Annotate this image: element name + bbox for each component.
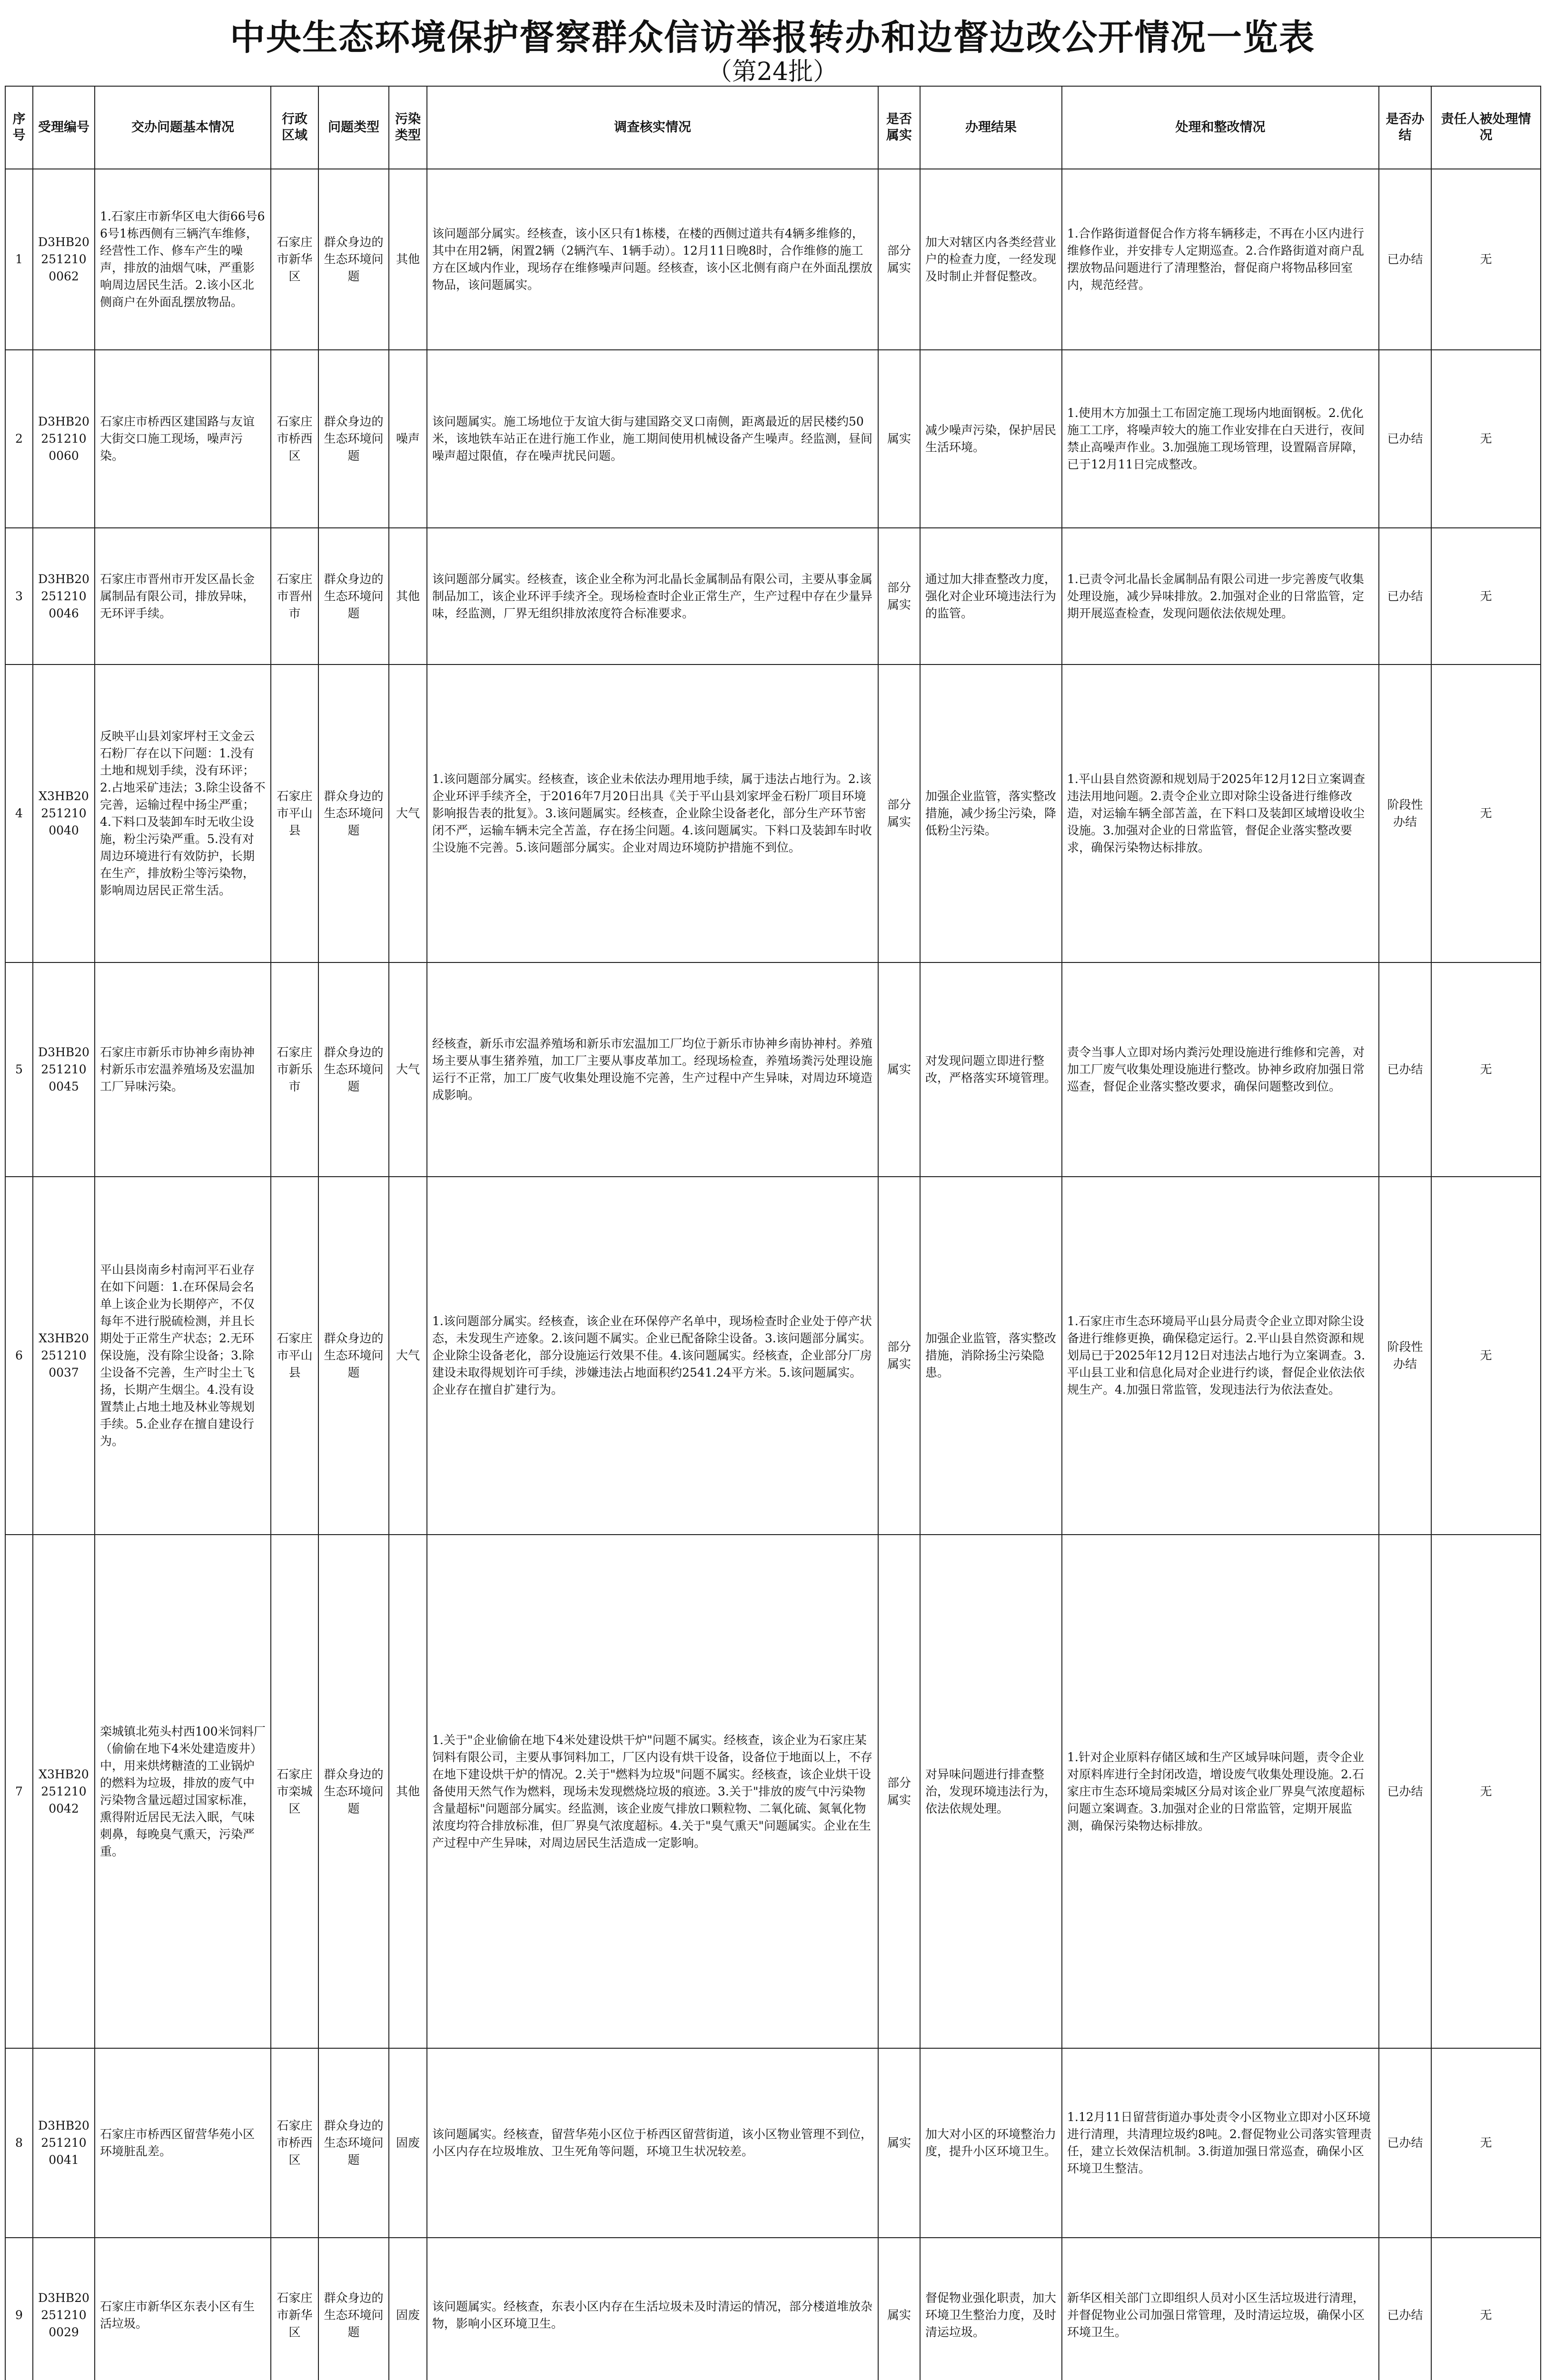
header-closed: 是否办结 bbox=[1379, 86, 1431, 169]
cell-verified: 部分属实 bbox=[878, 1177, 920, 1535]
cell-pollution-type: 其他 bbox=[389, 169, 427, 350]
cell-summary: 平山县岗南乡村南河平石业存在如下问题：1.在环保局会名单上该企业为长期停产，不仅每年不进行脱硫检测，并且长期处于正常生产状态；2.无环保设施，没有除尘设备；3.除尘设备不完善，生产时尘土飞扬，长期产生烟尘。4.没有设置禁止占地土地及林业等规划手续。5.企业存在擅自建设行为。 bbox=[95, 1177, 271, 1535]
cell-problem-type: 群众身边的生态环境问题 bbox=[318, 528, 389, 664]
cell-pollution-type: 噪声 bbox=[389, 350, 427, 528]
cell-result: 加强企业监管，落实整改措施，消除扬尘污染隐患。 bbox=[920, 1177, 1062, 1535]
cell-result: 减少噪声污染，保护居民生活环境。 bbox=[920, 350, 1062, 528]
cell-investigation: 1.该问题部分属实。经核查，该企业未依法办理用地手续，属于违法占地行为。2.该企业环评手续齐全，于2016年7月20日出具《关于平山县刘家坪金石粉厂项目环境影响报告表的批复》。3.该问题属实。经核查，企业除尘设备老化，部分生产环节密闭不严，运输车辆未完全苫盖，存在扬尘问题。4.该问题属实。下料口及装卸车时收尘设施不完善。5.该问题部分属实。企业对周边环境防护措施不到位。 bbox=[427, 664, 878, 962]
cell-summary: 石家庄市晋州市开发区晶长金属制品有限公司，排放异味，无环评手续。 bbox=[95, 528, 271, 664]
cell-verified: 部分属实 bbox=[878, 528, 920, 664]
cell-summary: 栾城镇北苑头村西100米饲料厂（偷偷在地下4米处建造废井）中，用来烘烤糖渣的工业锅炉的燃料为垃圾，排放的废气中污染物含量远超过国家标准，熏得附近居民无法入眠，气味刺鼻，每晚臭气熏天，污染严重。 bbox=[95, 1535, 271, 2048]
header-problem-type: 问题类型 bbox=[318, 86, 389, 169]
cell-verified: 部分属实 bbox=[878, 1535, 920, 2048]
cell-summary: 石家庄市桥西区留营华苑小区环境脏乱差。 bbox=[95, 2048, 271, 2238]
cell-accountability: 无 bbox=[1431, 528, 1541, 664]
cell-problem-type: 群众身边的生态环境问题 bbox=[318, 350, 389, 528]
cell-district: 石家庄市栾城区 bbox=[271, 1535, 318, 2048]
cell-pollution-type: 固废 bbox=[389, 2238, 427, 2380]
cell-summary: 石家庄市桥西区建国路与友谊大街交口施工现场，噪声污染。 bbox=[95, 350, 271, 528]
cell-seq: 8 bbox=[5, 2048, 33, 2238]
cell-district: 石家庄市平山县 bbox=[271, 664, 318, 962]
cell-verified: 属实 bbox=[878, 962, 920, 1177]
cell-verified: 属实 bbox=[878, 2048, 920, 2238]
table-row bbox=[5, 169, 1541, 350]
cell-result: 加强企业监管，落实整改措施，减少扬尘污染，降低粉尘污染。 bbox=[920, 664, 1062, 962]
cell-accountability: 无 bbox=[1431, 350, 1541, 528]
header-result: 办理结果 bbox=[920, 86, 1062, 169]
cell-seq: 1 bbox=[5, 169, 33, 350]
cell-summary: 反映平山县刘家坪村王文金云石粉厂存在以下问题：1.没有土地和规划手续，没有环评；2.占地采矿违法；3.除尘设备不完善，运输过程中扬尘严重；4.下料口及装卸车时无收尘设施，粉尘污染严重。5.没有对周边环境进行有效防护，长期在生产，排放粉尘等污染物，影响周边居民正常生活。 bbox=[95, 664, 271, 962]
cell-investigation: 该问题属实。施工场地位于友谊大街与建国路交叉口南侧，距离最近的居民楼约50米，该地铁车站正在进行施工作业，施工期间使用机械设备产生噪声。经监测，昼间噪声超过限值，存在噪声扰民问题。 bbox=[427, 350, 878, 528]
cell-seq: 4 bbox=[5, 664, 33, 962]
cell-pollution-type: 大气 bbox=[389, 962, 427, 1177]
cell-case-no: X3HB202512100037 bbox=[33, 1177, 95, 1535]
cell-problem-type: 群众身边的生态环境问题 bbox=[318, 169, 389, 350]
cell-verified: 部分属实 bbox=[878, 664, 920, 962]
cell-problem-type: 群众身边的生态环境问题 bbox=[318, 962, 389, 1177]
cell-rectification: 1.平山县自然资源和规划局于2025年12月12日立案调查违法用地问题。2.责令企业立即对除尘设备进行维修改造，对运输车辆全部苫盖，在下料口及装卸区域增设收尘设施。3.加强对企业的日常监管，督促企业落实整改要求，确保污染物达标排放。 bbox=[1062, 664, 1379, 962]
cell-investigation: 经核查，新乐市宏温养殖场和新乐市宏温加工厂均位于新乐市协神乡南协神村。养殖场主要从事生猪养殖，加工厂主要从事皮革加工。经现场检查，养殖场粪污处理设施运行不正常，加工厂废气收集处理设施不完善，生产过程中产生异味，对周边环境造成影响。 bbox=[427, 962, 878, 1177]
table-row bbox=[5, 1535, 1541, 2048]
cell-accountability: 无 bbox=[1431, 1177, 1541, 1535]
cell-seq: 3 bbox=[5, 528, 33, 664]
cell-case-no: D3HB202512100029 bbox=[33, 2238, 95, 2380]
cell-pollution-type: 固废 bbox=[389, 2048, 427, 2238]
cell-rectification: 1.石家庄市生态环境局平山县分局责令企业立即对除尘设备进行维修更换，确保稳定运行。2.平山县自然资源和规划局已于2025年12月12日对违法占地行为立案调查。3.平山县工业和信息化局对企业进行约谈，督促企业依法依规生产。4.加强日常监管，发现违法行为依法查处。 bbox=[1062, 1177, 1379, 1535]
cell-closed: 已办结 bbox=[1379, 2238, 1431, 2380]
cell-district: 石家庄市晋州市 bbox=[271, 528, 318, 664]
cell-result: 督促物业强化职责，加大环境卫生整治力度，及时清运垃圾。 bbox=[920, 2238, 1062, 2380]
cell-seq: 5 bbox=[5, 962, 33, 1177]
header-seq: 序号 bbox=[5, 86, 33, 169]
cell-summary: 石家庄市新乐市协神乡南协神村新乐市宏温养殖场及宏温加工厂异味污染。 bbox=[95, 962, 271, 1177]
cell-closed: 已办结 bbox=[1379, 528, 1431, 664]
cell-investigation: 该问题部分属实。经核查，该企业全称为河北晶长金属制品有限公司，主要从事金属制品加工，该企业环评手续齐全。现场检查时企业正常生产，生产过程中存在少量异味，经监测，厂界无组织排放浓度符合标准要求。 bbox=[427, 528, 878, 664]
cell-closed: 阶段性办结 bbox=[1379, 664, 1431, 962]
cell-result: 对发现问题立即进行整改，严格落实环境管理。 bbox=[920, 962, 1062, 1177]
cell-result: 加大对小区的环境整治力度，提升小区环境卫生。 bbox=[920, 2048, 1062, 2238]
table-header-row bbox=[5, 86, 1541, 169]
table-row bbox=[5, 2238, 1541, 2380]
cell-case-no: D3HB202512100062 bbox=[33, 169, 95, 350]
cell-district: 石家庄市平山县 bbox=[271, 1177, 318, 1535]
cell-accountability: 无 bbox=[1431, 2048, 1541, 2238]
cell-problem-type: 群众身边的生态环境问题 bbox=[318, 1177, 389, 1535]
cell-investigation: 该问题属实。经核查，东表小区内存在生活垃圾未及时清运的情况，部分楼道堆放杂物，影响小区环境卫生。 bbox=[427, 2238, 878, 2380]
cell-closed: 已办结 bbox=[1379, 962, 1431, 1177]
cell-problem-type: 群众身边的生态环境问题 bbox=[318, 2238, 389, 2380]
cell-accountability: 无 bbox=[1431, 962, 1541, 1177]
cell-verified: 属实 bbox=[878, 350, 920, 528]
table-row bbox=[5, 350, 1541, 528]
table-row bbox=[5, 2048, 1541, 2238]
cell-seq: 9 bbox=[5, 2238, 33, 2380]
case-table bbox=[5, 86, 1541, 2380]
cell-investigation: 1.关于"企业偷偷在地下4米处建设烘干炉"问题不属实。经核查，该企业为石家庄某饲料有限公司，主要从事饲料加工，厂区内设有烘干设备，设备位于地面以上，不存在地下建设烘干炉的情况。2.关于"燃料为垃圾"问题不属实。经核查，该企业烘干设备使用天然气作为燃料，现场未发现燃烧垃圾的痕迹。3.关于"排放的废气中污染物含量超标"问题部分属实。经监测，该企业废气排放口颗粒物、二氧化硫、氮氧化物浓度均符合排放标准，但厂界臭气浓度超标。4.关于"臭气熏天"问题属实。企业在生产过程中产生异味，对周边居民生活造成一定影响。 bbox=[427, 1535, 878, 2048]
cell-rectification: 1.针对企业原料存储区域和生产区域异味问题，责令企业对原料库进行全封闭改造，增设废气收集处理设施。2.石家庄市生态环境局栾城区分局对该企业厂界臭气浓度超标问题立案调查。3.加强对企业的日常监管，定期开展监测，确保污染物达标排放。 bbox=[1062, 1535, 1379, 2048]
cell-pollution-type: 其他 bbox=[389, 1535, 427, 2048]
cell-accountability: 无 bbox=[1431, 1535, 1541, 2048]
cell-closed: 已办结 bbox=[1379, 2048, 1431, 2238]
header-district: 行政区域 bbox=[271, 86, 318, 169]
cell-seq: 6 bbox=[5, 1177, 33, 1535]
cell-summary: 石家庄市新华区东表小区有生活垃圾。 bbox=[95, 2238, 271, 2380]
cell-case-no: D3HB202512100045 bbox=[33, 962, 95, 1177]
cell-rectification: 1.使用木方加强土工布固定施工现场内地面钢板。2.优化施工工序，将噪声较大的施工作业安排在白天进行，夜间禁止高噪声作业。3.加强施工现场管理，设置隔音屏障，已于12月11日完成整改。 bbox=[1062, 350, 1379, 528]
cell-district: 石家庄市新华区 bbox=[271, 169, 318, 350]
cell-rectification: 1.已责令河北晶长金属制品有限公司进一步完善废气收集处理设施，减少异味排放。2.加强对企业的日常监管，定期开展巡查检查，发现问题依法依规处理。 bbox=[1062, 528, 1379, 664]
cell-summary: 1.石家庄市新华区电大街66号66号1栋西侧有三辆汽车维修，经营性工作、修车产生的噪声，排放的油烟气味，严重影响周边居民生活。2.该小区北侧商户在外面乱摆放物品。 bbox=[95, 169, 271, 350]
cell-seq: 7 bbox=[5, 1535, 33, 2048]
cell-pollution-type: 大气 bbox=[389, 1177, 427, 1535]
page-subtitle: （第24批） bbox=[707, 58, 838, 86]
cell-district: 石家庄市新乐市 bbox=[271, 962, 318, 1177]
cell-district: 石家庄市新华区 bbox=[271, 2238, 318, 2380]
cell-pollution-type: 其他 bbox=[389, 528, 427, 664]
cell-problem-type: 群众身边的生态环境问题 bbox=[318, 664, 389, 962]
table-row bbox=[5, 528, 1541, 664]
cell-pollution-type: 大气 bbox=[389, 664, 427, 962]
header-case-no: 受理编号 bbox=[33, 86, 95, 169]
cell-closed: 已办结 bbox=[1379, 350, 1431, 528]
cell-investigation: 该问题部分属实。经核查，该小区只有1栋楼，在楼的西侧过道共有4辆多维修的，其中在用2辆，闲置2辆（2辆汽车、1辆手动）。12月11日晚8时，合作维修的施工方在区域内作业，现场存在维修噪声问题。经核查，该小区北侧有商户在外面乱摆放物品，该问题属实。 bbox=[427, 169, 878, 350]
cell-investigation: 1.该问题部分属实。经核查，该企业在环保停产名单中，现场检查时企业处于停产状态，未发现生产迹象。2.该问题不属实。企业已配备除尘设备。3.该问题部分属实。企业除尘设备老化，部分设施运行效果不佳。4.该问题属实。经核查，企业部分厂房建设未取得规划许可手续，涉嫌违法占地面积约2541.24平方米。5.该问题属实。企业存在擅自扩建行为。 bbox=[427, 1177, 878, 1535]
cell-case-no: D3HB202512100041 bbox=[33, 2048, 95, 2238]
cell-rectification: 新华区相关部门立即组织人员对小区生活垃圾进行清理，并督促物业公司加强日常管理，及时清运垃圾，确保小区环境卫生。 bbox=[1062, 2238, 1379, 2380]
cell-case-no: D3HB202512100046 bbox=[33, 528, 95, 664]
cell-investigation: 该问题属实。经核查，留营华苑小区位于桥西区留营街道，该小区物业管理不到位，小区内存在垃圾堆放、卫生死角等问题，环境卫生状况较差。 bbox=[427, 2048, 878, 2238]
header-rectification: 处理和整改情况 bbox=[1062, 86, 1379, 169]
cell-district: 石家庄市桥西区 bbox=[271, 2048, 318, 2238]
cell-problem-type: 群众身边的生态环境问题 bbox=[318, 1535, 389, 2048]
cell-rectification: 责令当事人立即对场内粪污处理设施进行维修和完善，对加工厂废气收集处理设施进行整改。协神乡政府加强日常巡查，督促企业落实整改要求，确保问题整改到位。 bbox=[1062, 962, 1379, 1177]
header-pollution-type: 污染类型 bbox=[389, 86, 427, 169]
cell-accountability: 无 bbox=[1431, 2238, 1541, 2380]
header-accountability: 责任人被处理情况 bbox=[1431, 86, 1541, 169]
header-verified: 是否属实 bbox=[878, 86, 920, 169]
cell-closed: 阶段性办结 bbox=[1379, 1177, 1431, 1535]
cell-closed: 已办结 bbox=[1379, 169, 1431, 350]
cell-rectification: 1.12月11日留营街道办事处责令小区物业立即对小区环境进行清理，共清理垃圾约8吨。2.督促物业公司落实管理责任，建立长效保洁机制。3.街道加强日常巡查，确保小区环境卫生整洁。 bbox=[1062, 2048, 1379, 2238]
cell-rectification: 1.合作路街道督促合作方将车辆移走，不再在小区内进行维修作业，并安排专人定期巡查。2.合作路街道对商户乱摆放物品问题进行了清理整治，督促商户将物品移回室内，规范经营。 bbox=[1062, 169, 1379, 350]
table-row bbox=[5, 1177, 1541, 1535]
cell-problem-type: 群众身边的生态环境问题 bbox=[318, 2048, 389, 2238]
cell-closed: 已办结 bbox=[1379, 1535, 1431, 2048]
cell-verified: 属实 bbox=[878, 2238, 920, 2380]
cell-result: 对异味问题进行排查整治，发现环境违法行为，依法依规处理。 bbox=[920, 1535, 1062, 2048]
cell-district: 石家庄市桥西区 bbox=[271, 350, 318, 528]
cell-seq: 2 bbox=[5, 350, 33, 528]
cell-result: 通过加大排查整改力度，强化对企业环境违法行为的监管。 bbox=[920, 528, 1062, 664]
cell-case-no: D3HB202512100060 bbox=[33, 350, 95, 528]
cell-accountability: 无 bbox=[1431, 169, 1541, 350]
header-summary: 交办问题基本情况 bbox=[95, 86, 271, 169]
cell-case-no: X3HB202512100040 bbox=[33, 664, 95, 962]
cell-result: 加大对辖区内各类经营业户的检查力度，一经发现及时制止并督促整改。 bbox=[920, 169, 1062, 350]
table-row bbox=[5, 962, 1541, 1177]
cell-verified: 部分属实 bbox=[878, 169, 920, 350]
table-row bbox=[5, 664, 1541, 962]
cell-accountability: 无 bbox=[1431, 664, 1541, 962]
page-title: 中央生态环境保护督察群众信访举报转办和边督边改公开情况一览表 bbox=[230, 17, 1315, 58]
header-investigation: 调查核实情况 bbox=[427, 86, 878, 169]
cell-case-no: X3HB202512100042 bbox=[33, 1535, 95, 2048]
